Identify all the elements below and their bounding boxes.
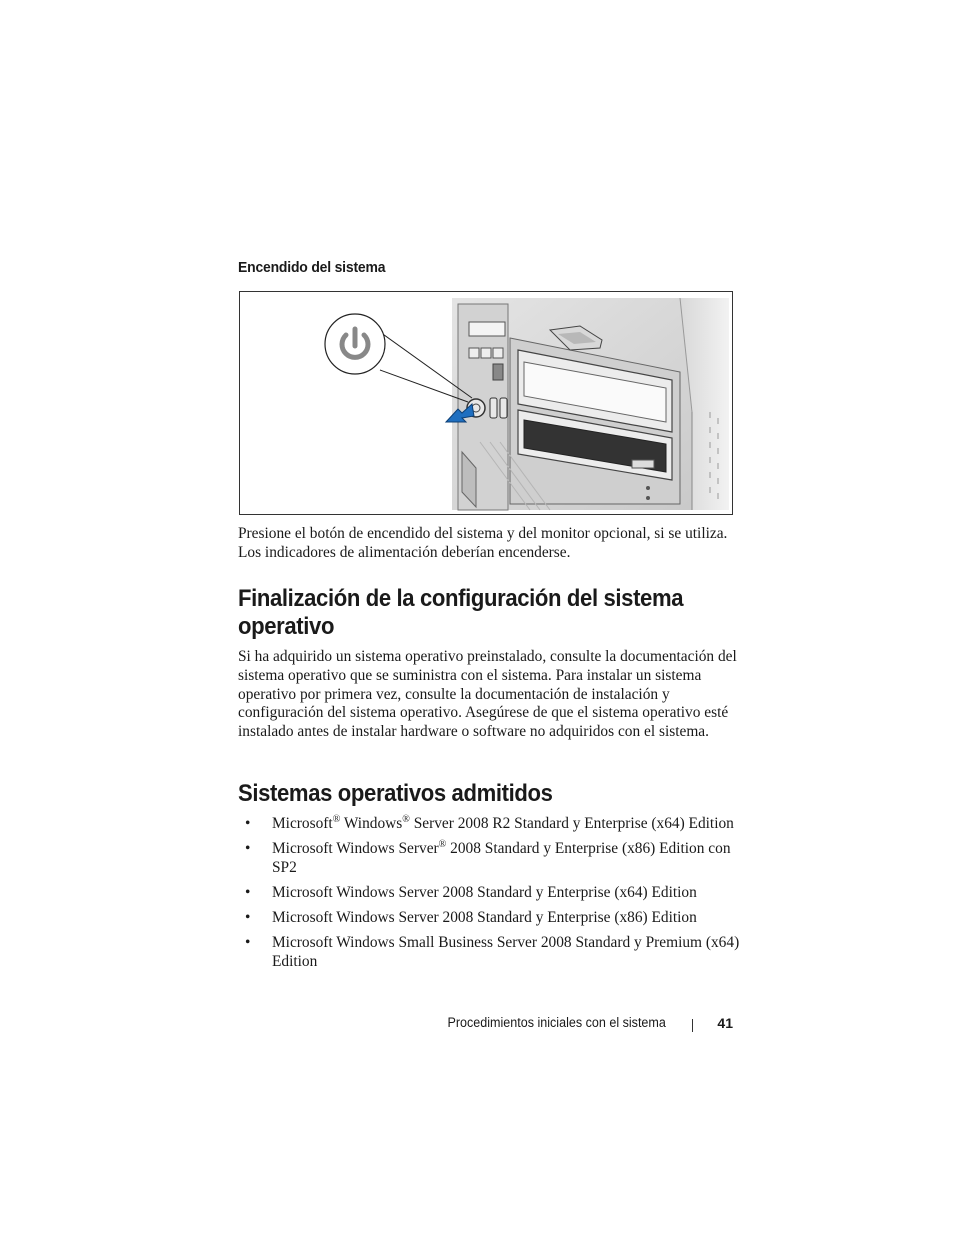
- registered-mark: ®: [438, 838, 447, 850]
- registered-mark: ®: [402, 814, 410, 825]
- power-button-figure: [239, 291, 733, 515]
- list-item: [245, 909, 745, 928]
- page-number: 41: [717, 1015, 733, 1031]
- heading-os-setup: Finalización de la configuración del sistema operativo: [238, 585, 684, 640]
- heading-supported-os: Sistemas operativos admitidos: [238, 780, 553, 807]
- list-item: [245, 840, 745, 878]
- power-instructions: Presione el botón de encendido del sistema y del monitor opcional, si se utiliza. Los indicadores de alimentación deberían encenderse.: [238, 525, 728, 561]
- section-heading-power-on: Encendido del sistema: [238, 259, 386, 276]
- item-text: 2008 Standard y Enterprise (x86) Edition con SP2: [272, 839, 731, 876]
- bullet: •: [245, 815, 251, 832]
- bullet: •: [245, 933, 251, 951]
- item-text: Server 2008 R2 Standard y Enterprise (x64) Edition: [409, 815, 734, 832]
- os-setup-paragraph: Si ha adquirido un sistema operativo preinstalado, consulte la documentación del sistema operativo que se suministra con el sistema. Para instalar un sistema operativo por primera vez, consulte la documentación de instalación y configuración del sistema operativo. Asegúrese de que el sistema operativo esté instalado antes de instalar hardware o software no adquiridos con el sistema.: [238, 648, 737, 741]
- item-text: Windows: [340, 815, 403, 832]
- server-front-illustration: [240, 292, 732, 514]
- footer-separator: [692, 1019, 693, 1032]
- supported-os-list: [245, 815, 745, 978]
- bullet: •: [245, 839, 251, 857]
- list-item: [245, 815, 745, 834]
- lcd-panel: [469, 322, 505, 336]
- registered-mark: ®: [332, 814, 341, 825]
- item-text: Microsoft Windows Small Business Server 2008 Standard y Premium (x64) Edition: [272, 933, 740, 970]
- list-item: [245, 934, 745, 972]
- bullet: •: [245, 908, 251, 926]
- list-item: [245, 884, 745, 903]
- item-text: Microsoft: [272, 815, 333, 832]
- item-text: Microsoft Windows Server 2008 Standard y Enterprise (x64) Edition: [272, 883, 697, 901]
- footer-title: Procedimientos iniciales con el sistema: [447, 1015, 666, 1030]
- item-text: Microsoft Windows Server: [272, 839, 439, 857]
- bullet: •: [245, 883, 251, 901]
- page-footer: [0, 1015, 954, 1035]
- item-text: Microsoft Windows Server 2008 Standard y Enterprise (x86) Edition: [272, 908, 697, 926]
